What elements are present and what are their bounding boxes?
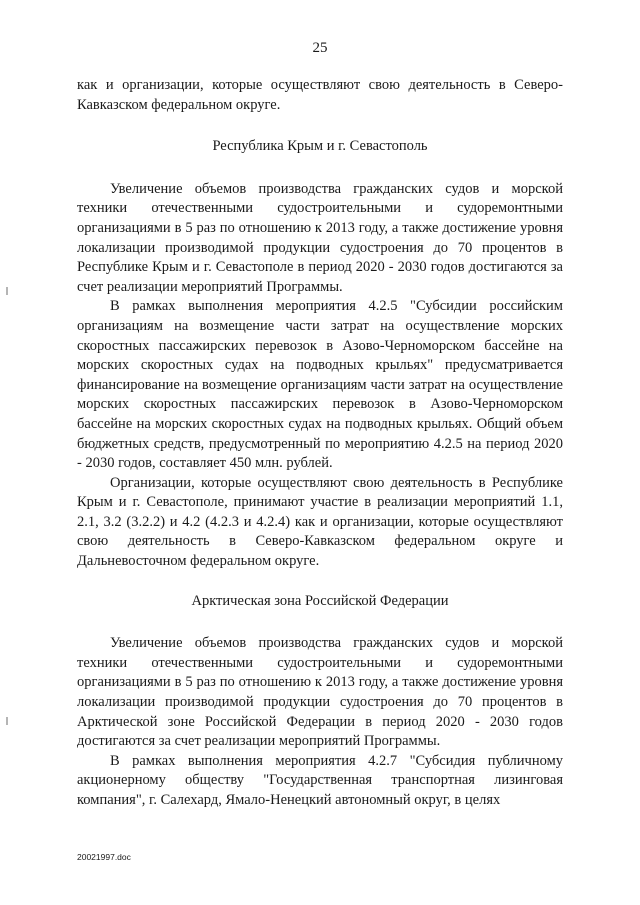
footer-filename: 20021997.doc: [77, 852, 131, 862]
paragraph: В рамках выполнения мероприятия 4.2.7 "Субсидия публичному акционерному обществу "Государственная транспортная лизинговая компания", г. Салехард, Ямало-Ненецкий автономный округ, в целях: [77, 752, 563, 808]
paragraph: В рамках выполнения мероприятия 4.2.5 "Субсидии российским организациям на возмещение части затрат на осуществление морских скоростных пассажирских перевозок в Азово-Черноморском бассейне на морских скоростных судах на подводных крыльях" предусматривается финансирование на возмещение организациям части затрат на осуществление морских скоростных пассажирских перевозок в Азово-Черноморском бассейне на морских скоростных судах на подводных крыльях. Общий объем бюджетных средств, предусмотренный по мероприятию 4.2.5 на период 2020 - 2030 годов, составляет 450 млн. рублей.: [77, 298, 563, 472]
margin-scan-mark: [6, 717, 8, 725]
paragraph-continuation: как и организации, которые осуществляют свою деятельность в Северо-Кавказском федеральном округе.: [77, 77, 563, 113]
section-heading-crimea: Республика Крым и г. Севастополь: [212, 138, 428, 155]
margin-scan-mark: [6, 287, 8, 295]
paragraph: Увеличение объемов производства гражданских судов и морской техники отечественными судостроительными и судоремонтными организациями в 5 раз по отношению к 2013 году, а также достижение уровня локализации производимой продукции судостроения до 70 процентов в Республике Крым и г. Севастополе в период 2020 - 2030 годов достигаются за счет реализации мероприятий Программы.: [77, 180, 563, 295]
paragraph: Организации, которые осуществляют свою деятельность в Республике Крым и г. Севастополе, принимают участие в реализации мероприятий 1.1, 2.1, 3.2 (3.2.2) и 4.2 (4.2.3 и 4.2.4) как и организации, которые осуществляют свою деятельность в Северо-Кавказском федеральном округе и Дальневосточном федеральном округе.: [77, 474, 563, 570]
paragraph: Увеличение объемов производства гражданских судов и морской техники отечественными судостроительными и судоремонтными организациями в 5 раз по отношению к 2013 году, а также достижение уровня локализации производимой продукции судостроения до 70 процентов в Арктической зоне Российской Федерации в период 2020 - 2030 годов достигаются за счет реализации мероприятий Программы.: [77, 635, 563, 750]
section-heading-arctic: Арктическая зона Российской Федерации: [191, 592, 449, 609]
page-number: 25: [312, 40, 328, 56]
document-body: [77, 76, 563, 811]
